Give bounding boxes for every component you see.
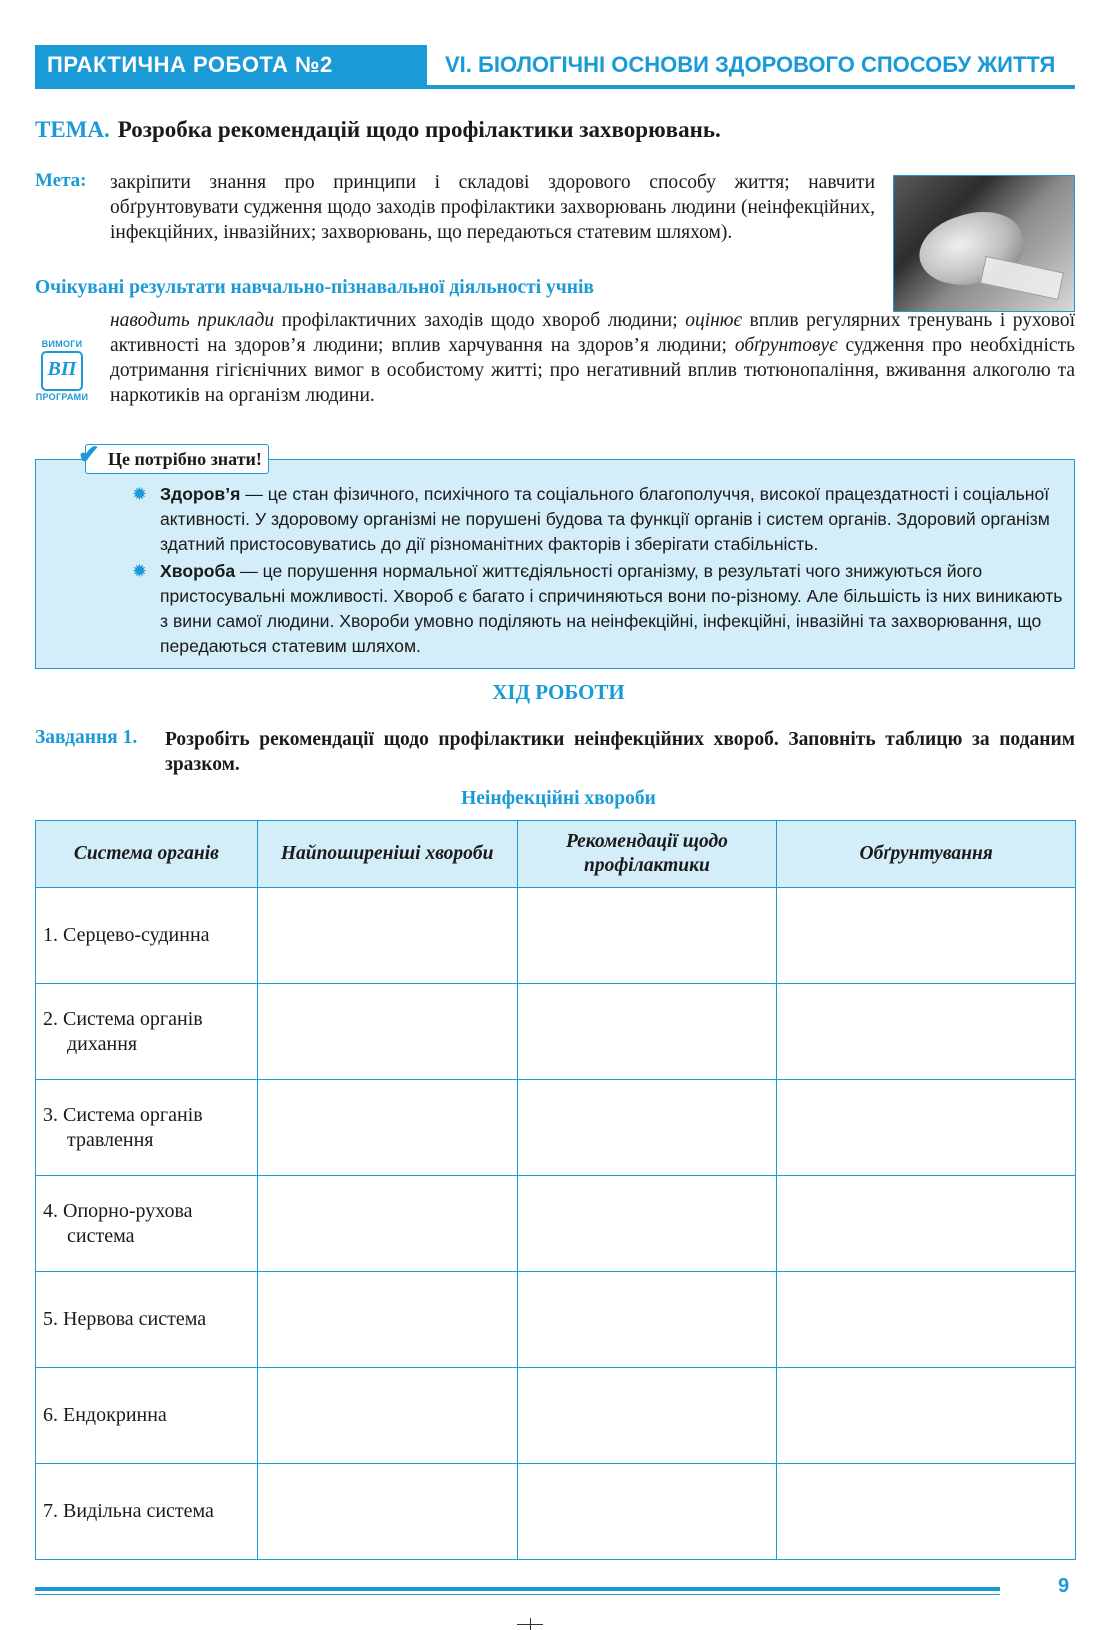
results-text-1: профілактичних заходів щодо хвороб людини; [274, 310, 686, 331]
photo-slide [980, 256, 1064, 300]
table-row [36, 1368, 1076, 1464]
info-definition: — це порушення нормальної життєдіяльності організму, в результаті чого знижуються його пристосувальні можливості. Хвороб є багато і спричиняються вони по-різному. Але більшість із них виникають з вини самої людини. Хвороби умовно поділяють на неінфекційні, інфекційні, інвазійні та захворювання, що передаються статевим шляхом. [160, 561, 1063, 656]
justification-cell[interactable] [777, 1080, 1076, 1176]
recommendations-cell[interactable] [517, 1272, 777, 1368]
diseases-cell[interactable] [257, 1368, 517, 1464]
diseases-cell[interactable] [257, 1272, 517, 1368]
info-tag-label: Це потрібно знати! [108, 449, 262, 469]
organ-system-name: 3. Система органів травлення [43, 1103, 203, 1151]
results-text [110, 308, 1075, 408]
organ-system-cell [36, 1464, 258, 1560]
organ-system-name: 4. Опорно-рухова система [43, 1199, 193, 1247]
info-items [132, 482, 1065, 661]
organ-system-cell [36, 1176, 258, 1272]
justification-cell[interactable] [777, 1464, 1076, 1560]
header-recommendations-text: Рекомендації щодо профілактики [565, 831, 728, 876]
work-heading: ХІД РОБОТИ [492, 680, 625, 704]
table-row [36, 984, 1076, 1080]
recommendations-cell[interactable] [517, 1464, 777, 1560]
results-heading: Очікувані результати навчально-пізнавальної діяльності учнів [35, 277, 594, 298]
program-requirements-badge [35, 339, 89, 409]
topic-label: ТЕМА. [35, 117, 110, 142]
results-verb-2: оцінює [685, 310, 743, 331]
organ-system-cell [36, 1272, 258, 1368]
table-row [36, 1464, 1076, 1560]
info-item-health [132, 482, 1065, 557]
lab-photo [893, 175, 1075, 312]
task-label: Завдання 1. [35, 727, 138, 748]
recommendations-cell[interactable] [517, 888, 777, 984]
justification-cell[interactable] [777, 1176, 1076, 1272]
info-term: Здоров’я [160, 484, 241, 504]
organ-system-cell [36, 984, 258, 1080]
header-organ-system: Система органів [36, 821, 258, 888]
bullet-star-icon: ✹ [132, 561, 148, 581]
page-number: 9 [1058, 1575, 1070, 1597]
justification-cell[interactable] [777, 1368, 1076, 1464]
table-row [36, 888, 1076, 984]
organ-system-cell [36, 888, 258, 984]
justification-cell[interactable] [777, 1272, 1076, 1368]
header-common-diseases: Найпоширеніші хвороби [257, 821, 517, 888]
section-title: VI. БІОЛОГІЧНІ ОСНОВИ ЗДОРОВОГО СПОСОБУ ЖИТТЯ [445, 52, 1056, 77]
goal-label: Мета: [35, 170, 87, 191]
organ-system-name: 5. Нервова система [43, 1308, 207, 1330]
recommendations-cell[interactable] [517, 1080, 777, 1176]
diseases-table [35, 820, 1076, 1560]
organ-system-cell [36, 1080, 258, 1176]
organ-system-cell [36, 1368, 258, 1464]
diseases-cell[interactable] [257, 1176, 517, 1272]
table-header-row [36, 821, 1076, 888]
results-text-3: судження про необхідність дотримання гігієнічних вимог в особистому житті; про негативний вплив тютюнопаління, вживання алкоголю та наркотиків на організм людини. [110, 335, 1075, 406]
info-definition: — це стан фізичного, психічного та соціального благополуччя, високої працездатності і соціальної активності. У здоровому організмі не порушені будова та функції органів і систем органів. Здоровий організм здатний пристосовуватись до дії різноманітних факторів і зберігати стабільність. [160, 484, 1050, 554]
practical-work-label: ПРАКТИЧНА РОБОТА №2 [35, 45, 427, 85]
badge-bottom-text: ПРОГРАМИ [35, 392, 89, 402]
recommendations-cell[interactable] [517, 1176, 777, 1272]
bullet-star-icon: ✹ [132, 484, 148, 504]
header-recommendations [517, 821, 777, 888]
recommendations-cell[interactable] [517, 1368, 777, 1464]
justification-cell[interactable] [777, 888, 1076, 984]
recommendations-cell[interactable] [517, 984, 777, 1080]
organ-system-name: 7. Видільна система [43, 1500, 214, 1522]
diseases-cell[interactable] [257, 984, 517, 1080]
footer-rule-thin [35, 1594, 1000, 1595]
page-header [35, 45, 1075, 87]
results-verb-3: обґрунтовує [734, 335, 838, 356]
results-text-2: вплив регулярних тренувань і рухової активності на здоров’я людини; вплив харчування на здоров’я людини; [110, 310, 1076, 356]
footer-rule [35, 1587, 1000, 1591]
badge-top-text: ВИМОГИ [41, 339, 83, 349]
table-row [36, 1080, 1076, 1176]
info-term: Хвороба [160, 561, 236, 581]
header-rule [35, 85, 1075, 89]
vp-logo-icon: ВП [41, 351, 83, 391]
goal-text: закріпити знання про принципи і складові здорового способу життя; навчити обґрунтовувати судження щодо заходів профілактики захворювань людини (неінфекційних, інфекційних, інвазійних; захворювань, що передаються статевим шляхом). [110, 172, 875, 243]
diseases-cell[interactable] [257, 1464, 517, 1560]
info-item-disease [132, 559, 1065, 659]
results-verb-1: наводить приклади [110, 310, 275, 331]
topic-text: Розробка рекомендацій щодо профілактики захворювань. [117, 117, 721, 142]
diseases-cell[interactable] [257, 888, 517, 984]
table-row [36, 1272, 1076, 1368]
topic [35, 117, 721, 143]
diseases-cell[interactable] [257, 1080, 517, 1176]
table-row [36, 1176, 1076, 1272]
organ-system-name: 2. Система органів дихання [43, 1007, 203, 1055]
organ-system-name: 6. Ендокринна [43, 1404, 167, 1426]
table-title: Неінфекційні хвороби [461, 788, 656, 809]
checkmark-icon: ✔ [78, 440, 100, 469]
organ-system-name: 1. Серцево-судинна [43, 924, 210, 946]
info-tag [78, 440, 269, 474]
crop-mark [517, 1624, 543, 1625]
task-text: Розробіть рекомендації щодо профілактики неінфекційних хвороб. Заповніть таблицю за поданим зразком. [165, 729, 1075, 775]
header-justification: Обґрунтування [777, 821, 1076, 888]
justification-cell[interactable] [777, 984, 1076, 1080]
